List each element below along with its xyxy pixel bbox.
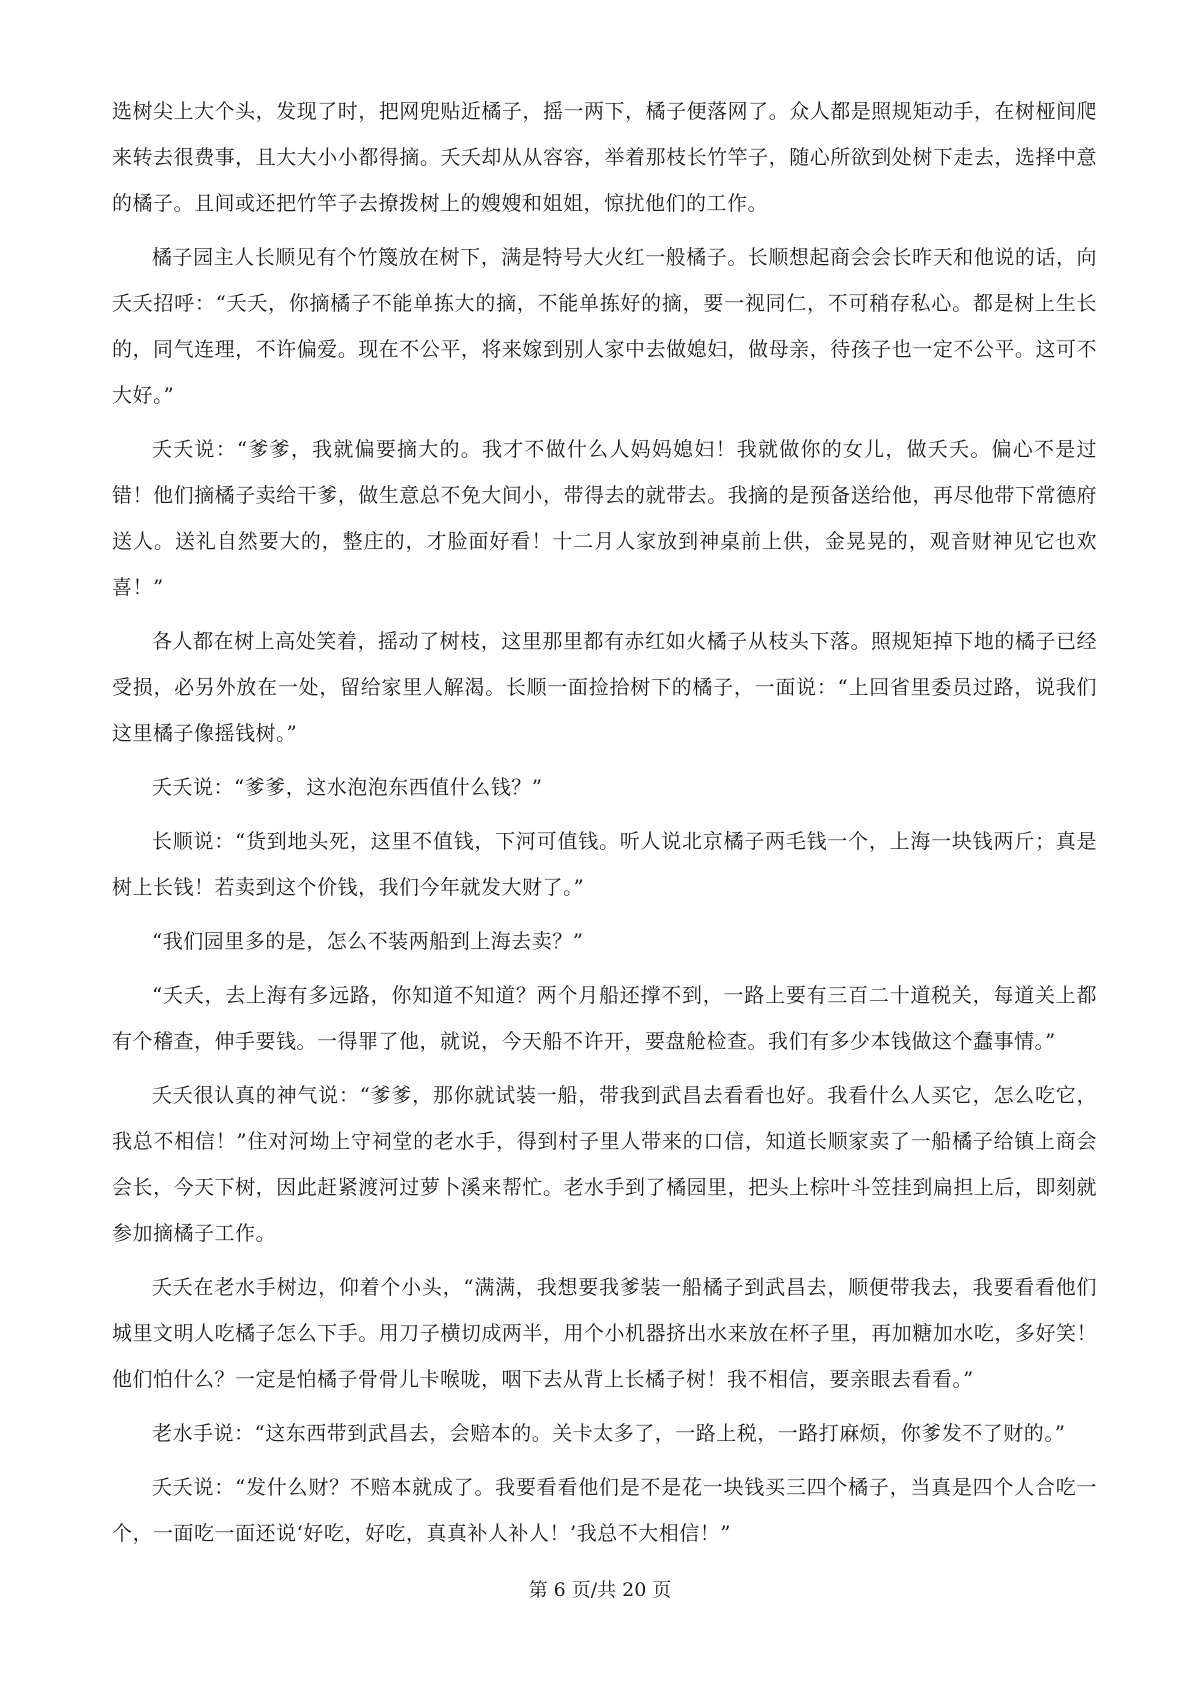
paragraph: “夭夭，去上海有多远路，你知道不知道？两个月船还撑不到，一路上要有三百二十道税关，每道关上都有个稽查，伸手要钱。一得罪了他，就说，今天船不许开，要盘舱检查。我们有多少本钱做这个蠢事情。” (112, 983, 1097, 1053)
paragraph: 夭夭说：“爹爹，我就偏要摘大的。我才不做什么人妈妈媳妇！我就做你的女儿，做夭夭。偏心不是过错！他们摘橘子卖给干爹，做生意总不免大间小，带得去的就带去。我摘的是预备送给他，再尽他带下常德府送人。送礼自然要大的，整庄的，才脸面好看！十二月人家放到神桌前上供，金晃晃的，观音财神见它也欢喜！” (112, 437, 1097, 599)
paragraph: 橘子园主人长顺见有个竹篾放在树下，满是特号大火红一般橘子。长顺想起商会会长昨天和他说的话，向夭夭招呼：“夭夭，你摘橘子不能单拣大的摘，不能单拣好的摘，要一视同仁，不可稍存私心。都是树上生长的，同气连理，不许偏爱。现在不公平，将来嫁到别人家中去做媳妇，做母亲，待孩子也一定不公平。这可不大好。” (112, 245, 1097, 407)
paragraph: 夭夭说：“发什么财？不赔本就成了。我要看看他们是不是花一块钱买三四个橘子，当真是四个人合吃一个，一面吃一面还说‘好吃，好吃，真真补人补人！’我总不大相信！” (112, 1475, 1097, 1545)
paragraph: 选树尖上大个头，发现了时，把网兜贴近橘子，摇一两下，橘子便落网了。众人都是照规矩动手，在树桠间爬来转去很费事，且大大小小都得摘。夭夭却从从容容，举着那枝长竹竿子，随心所欲到处树下走去，选择中意的橘子。且间或还把竹竿子去撩拨树上的嫂嫂和姐姐，惊扰他们的工作。 (112, 99, 1097, 215)
page-number: 第 6 页/共 20 页 (528, 1579, 672, 1601)
paragraph: 老水手说：“这东西带到武昌去，会赔本的。关卡太多了，一路上税，一路打麻烦，你爹发不了财的。” (152, 1421, 1066, 1445)
paragraph: 夭夭在老水手树边，仰着个小头，“满满，我想要我爹装一船橘子到武昌去，顺便带我去，我要看看他们城里文明人吃橘子怎么下手。用刀子横切成两半，用个小机器挤出水来放在杯子里，再加糖加水吃，多好笑！他们怕什么？一定是怕橘子骨骨儿卡喉咙，咽下去从背上长橘子树！我不相信，要亲眼去看看。” (112, 1275, 1097, 1391)
paragraph: 夭夭很认真的神气说：“爹爹，那你就试装一船，带我到武昌去看看也好。我看什么人买它，怎么吃它，我总不相信！”住对河坳上守祠堂的老水手，得到村子里人带来的口信，知道长顺家卖了一船橘子给镇上商会会长，今天下树，因此赶紧渡河过萝卜溪来帮忙。老水手到了橘园里，把头上棕叶斗笠挂到扁担上后，即刻就参加摘橘子工作。 (112, 1083, 1097, 1245)
paragraph: 各人都在树上高处笑着，摇动了树枝，这里那里都有赤红如火橘子从枝头下落。照规矩掉下地的橘子已经受损，必另外放在一处，留给家里人解渴。长顺一面捡拾树下的橘子，一面说：“上回省里委员过路，说我们这里橘子像摇钱树。” (112, 629, 1097, 745)
body-text (112, 88, 1097, 1564)
paragraph: “我们园里多的是，怎么不装两船到上海去卖？” (152, 929, 584, 953)
paragraph: 长顺说：“货到地头死，这里不值钱，下河可值钱。听人说北京橘子两毛钱一个，上海一块钱两斤；真是树上长钱！若卖到这个价钱，我们今年就发大财了。” (112, 829, 1097, 899)
paragraph: 夭夭说：“爹爹，这水泡泡东西值什么钱？” (152, 775, 543, 799)
